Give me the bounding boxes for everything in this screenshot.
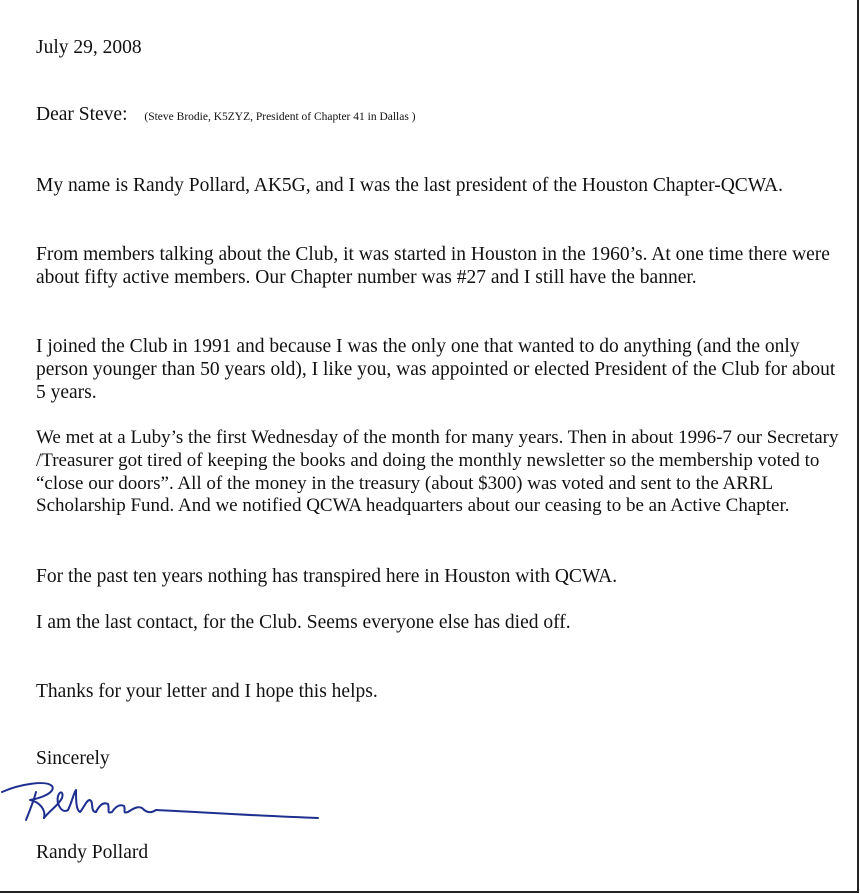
paragraph-last-contact: I am the last contact, for the Club. Seems everyone else has died off. [36,612,571,633]
paragraph-intro: My name is Randy Pollard, AK5G, and I was the last president of the Houston Chapter-QCWA. [36,175,783,196]
closing: Sincerely [36,748,110,769]
signer-name: Randy Pollard [36,842,149,863]
paragraph-meetings: We met at a Luby’s the first Wednesday of the month for many years. Then in about 1996-7 our Secretary /Treasurer got tired of keeping the books and doing the monthly newsletter so the membership voted to “close our doors”. All of the money in the treasury (about $300) was voted and sent to the ARRL Scholarship Fund. And we notified QCWA headquarters about our ceasing to be an Active Chapter. [36,427,839,517]
paragraph-history: From members talking about the Club, it was started in Houston in the 1960’s. At one time there were about fifty active members. Our Chapter number was #27 and I still have the banner. [36,244,830,288]
salutation-note: (Steve Brodie, K5ZYZ, President of Chapter 41 in Dallas ) [144,111,416,123]
letter-date: July 29, 2008 [36,37,142,58]
salutation-text: Dear Steve: [36,104,128,125]
salutation [36,104,416,126]
handwritten-signature [0,770,330,830]
paragraph-joined: I joined the Club in 1991 and because I was the only one that wanted to do anything (and the only person younger than 50 years old), I like you, was appointed or elected President of the Club for about 5 years. [36,336,836,403]
paragraph-past-ten-years: For the past ten years nothing has transpired here in Houston with QCWA. [36,566,618,587]
paragraph-thanks: Thanks for your letter and I hope this helps. [36,681,378,702]
